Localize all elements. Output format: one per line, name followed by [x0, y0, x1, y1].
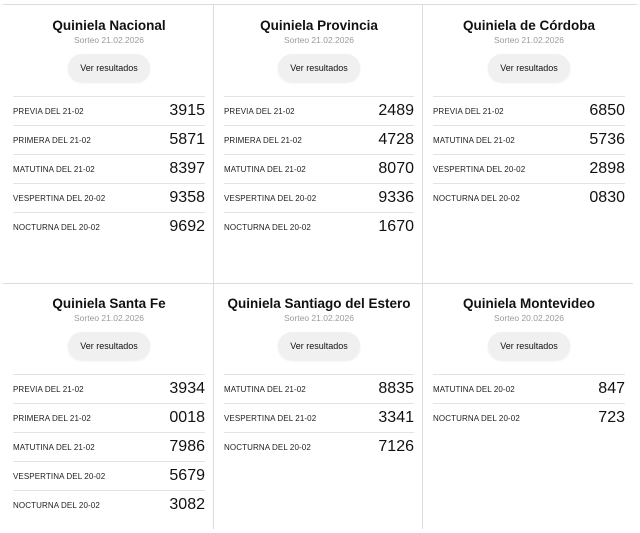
- results-list: [224, 96, 414, 241]
- draw-label: VESPERTINA DEL 21-02: [224, 413, 317, 423]
- draw-label: VESPERTINA DEL 20-02: [433, 164, 526, 174]
- draw-number: 5679: [169, 467, 205, 484]
- draw-number: 0018: [169, 409, 205, 426]
- draw-date: Sorteo 21.02.2026: [284, 313, 354, 323]
- ver-resultados-button[interactable]: Ver resultados: [68, 54, 150, 82]
- card-quiniela-nacional: [3, 5, 213, 283]
- result-row: [433, 96, 625, 125]
- draw-number: 5736: [589, 131, 625, 148]
- card-quiniela-santiago-del-estero: [213, 283, 422, 529]
- result-row: [13, 432, 205, 461]
- draw-date: Sorteo 21.02.2026: [74, 35, 144, 45]
- draw-number: 3341: [378, 409, 414, 426]
- ver-resultados-button[interactable]: Ver resultados: [68, 332, 150, 360]
- draw-number: 3934: [169, 380, 205, 397]
- card-quiniela-cordoba: [422, 5, 633, 283]
- result-row: [433, 403, 625, 432]
- result-row: [224, 125, 414, 154]
- result-row: [224, 432, 414, 461]
- draw-number: 8835: [378, 380, 414, 397]
- draw-label: PRIMERA DEL 21-02: [224, 135, 302, 145]
- draw-label: PREVIA DEL 21-02: [13, 106, 84, 116]
- result-row: [13, 374, 205, 403]
- draw-label: NOCTURNA DEL 20-02: [433, 193, 520, 203]
- draw-number: 8070: [378, 160, 414, 177]
- draw-date: Sorteo 21.02.2026: [74, 313, 144, 323]
- result-row: [224, 183, 414, 212]
- draw-label: NOCTURNA DEL 20-02: [224, 222, 311, 232]
- draw-label: MATUTINA DEL 21-02: [224, 164, 306, 174]
- draw-number: 8397: [169, 160, 205, 177]
- ver-resultados-button[interactable]: Ver resultados: [488, 54, 570, 82]
- ver-resultados-button[interactable]: Ver resultados: [278, 332, 360, 360]
- draw-label: PRIMERA DEL 21-02: [13, 135, 91, 145]
- result-row: [13, 461, 205, 490]
- draw-number: 6850: [589, 102, 625, 119]
- result-row: [13, 125, 205, 154]
- draw-number: 3915: [169, 102, 205, 119]
- card-title: Quiniela Nacional: [52, 18, 166, 33]
- result-row: [13, 490, 205, 519]
- result-row: [13, 154, 205, 183]
- draw-number: 7126: [378, 438, 414, 455]
- draw-label: VESPERTINA DEL 20-02: [13, 471, 106, 481]
- ver-resultados-button[interactable]: Ver resultados: [488, 332, 570, 360]
- draw-label: MATUTINA DEL 20-02: [433, 384, 515, 394]
- draw-label: MATUTINA DEL 21-02: [224, 384, 306, 394]
- draw-label: NOCTURNA DEL 20-02: [224, 442, 311, 452]
- result-row: [224, 96, 414, 125]
- results-list: [13, 374, 205, 519]
- draw-label: VESPERTINA DEL 20-02: [13, 193, 106, 203]
- draw-number: 3082: [169, 496, 205, 513]
- quiniela-results-grid: [3, 4, 637, 529]
- draw-label: PREVIA DEL 21-02: [13, 384, 84, 394]
- draw-number: 1670: [378, 218, 414, 235]
- result-row: [433, 154, 625, 183]
- draw-label: MATUTINA DEL 21-02: [13, 442, 95, 452]
- result-row: [224, 154, 414, 183]
- draw-number: 9692: [169, 218, 205, 235]
- draw-label: NOCTURNA DEL 20-02: [13, 500, 100, 510]
- card-title: Quiniela Santa Fe: [52, 296, 166, 311]
- draw-number: 0830: [589, 189, 625, 206]
- card-quiniela-santa-fe: [3, 283, 213, 529]
- result-row: [13, 183, 205, 212]
- result-row: [433, 183, 625, 212]
- draw-label: PREVIA DEL 21-02: [224, 106, 295, 116]
- draw-number: 723: [598, 409, 625, 426]
- draw-number: 2898: [589, 160, 625, 177]
- card-title: Quiniela Santiago del Estero: [227, 296, 411, 311]
- draw-label: PREVIA DEL 21-02: [433, 106, 504, 116]
- draw-number: 9358: [169, 189, 205, 206]
- draw-label: MATUTINA DEL 21-02: [13, 164, 95, 174]
- draw-label: NOCTURNA DEL 20-02: [13, 222, 100, 232]
- draw-number: 7986: [169, 438, 205, 455]
- result-row: [13, 212, 205, 241]
- card-title: Quiniela Provincia: [260, 18, 378, 33]
- draw-label: VESPERTINA DEL 20-02: [224, 193, 317, 203]
- result-row: [224, 403, 414, 432]
- draw-label: NOCTURNA DEL 20-02: [433, 413, 520, 423]
- card-title: Quiniela de Córdoba: [462, 18, 595, 33]
- draw-label: MATUTINA DEL 21-02: [433, 135, 515, 145]
- ver-resultados-button[interactable]: Ver resultados: [278, 54, 360, 82]
- results-list: [13, 96, 205, 241]
- draw-date: Sorteo 20.02.2026: [494, 313, 564, 323]
- card-quiniela-montevideo: [422, 283, 633, 529]
- result-row: [224, 212, 414, 241]
- draw-number: 4728: [378, 131, 414, 148]
- draw-number: 847: [598, 380, 625, 397]
- card-title: Quiniela Montevideo: [462, 296, 595, 311]
- result-row: [13, 403, 205, 432]
- result-row: [433, 374, 625, 403]
- draw-number: 5871: [169, 131, 205, 148]
- result-row: [13, 96, 205, 125]
- results-list: [433, 374, 625, 432]
- results-list: [433, 96, 625, 212]
- result-row: [224, 374, 414, 403]
- draw-date: Sorteo 21.02.2026: [284, 35, 354, 45]
- draw-label: PRIMERA DEL 21-02: [13, 413, 91, 423]
- results-list: [224, 374, 414, 461]
- draw-number: 2489: [378, 102, 414, 119]
- result-row: [433, 125, 625, 154]
- card-quiniela-provincia: [213, 5, 422, 283]
- draw-date: Sorteo 21.02.2026: [494, 35, 564, 45]
- draw-number: 9336: [378, 189, 414, 206]
